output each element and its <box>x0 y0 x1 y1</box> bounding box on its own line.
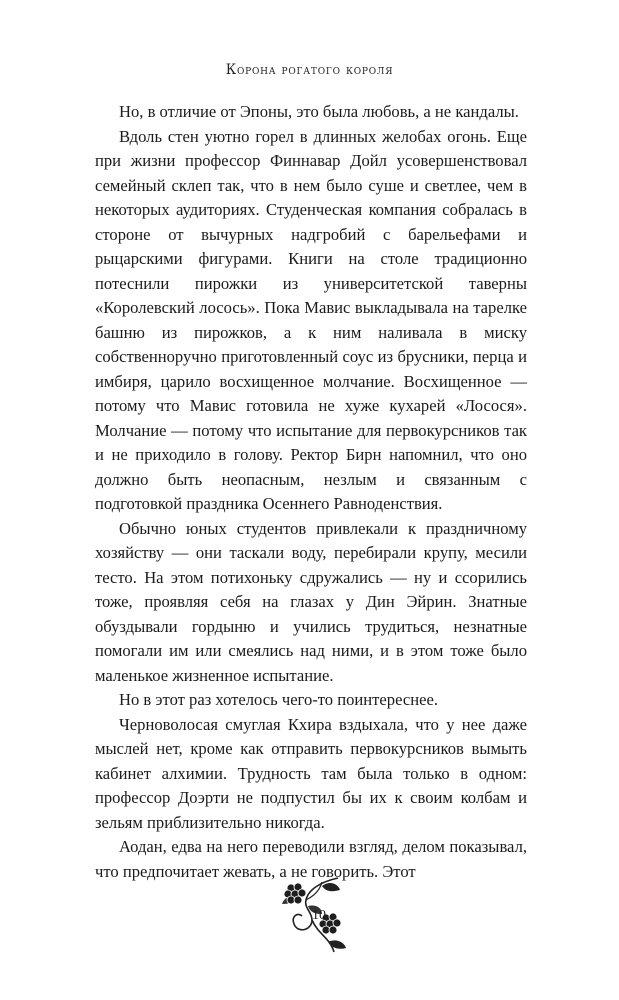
page-number: 10 <box>312 908 326 923</box>
paragraph: Но, в отличие от Эпоны, это была любовь, а не кандалы. <box>119 102 519 121</box>
text-block <box>95 100 527 884</box>
paragraph: Черноволосая смуглая Кхира вздыхала, что у нее даже мыслей нет, кроме как отправить первокурсников вымыть кабинет алхимии. Трудность там была только в одном: профессор Доэрти не подпустил бы их к своим колбам и зельям приблизительно никогда. <box>95 714 527 832</box>
running-head: Корона рогатого короля <box>225 62 394 78</box>
paragraph: Аодан, едва на него переводили взгляд, делом показывал, что предпочитает жевать, а не говорить. Этот <box>95 837 527 881</box>
paragraph: Обычно юных студентов привлекали к праздничному хозяйству — они таскали воду, перебирали крупу, месили тесто. На этом потихоньку сдружались — ну и ссорились тоже, проявляя себя на глазах у Дин Эйрин. Знатные обуздывали гордыню и учились трудиться, незнатные помогали им или смеялись над ними, и в этом тоже было маленькое жизненное испытание. <box>95 518 527 685</box>
paragraph: Но в этот раз хотелось чего-то поинтереснее. <box>119 690 438 709</box>
paragraph: Вдоль стен уютно горел в длинных желобах огонь. Еще при жизни профессор Финнавар Дойл усовершенствовал семейный склеп так, что в нем было суше и светлее, чем в некоторых аудиториях. Студенческая компания собралась в стороне от вычурных надгробий с барельефами и рыцарскими фигурами. Книги на столе традиционно потеснили пирожки из университетской таверны «Королевский лосось». Пока Мавис выкладывала на тарелке башню из пирожков, а к ним наливала в миску собственноручно приготовленный соус из брусники, перца и имбиря, царило восхищенное молчание. Восхищенное — потому что Мавис готовила не хуже кухарей «Лосося». Молчание — потому что испытание для первокурсников так и не приходило в голову. Ректор Бирн напомнил, что оно должно быть неопасным, незлым и связанным с подготовкой праздника Осеннего Равноденствия. <box>95 126 527 513</box>
